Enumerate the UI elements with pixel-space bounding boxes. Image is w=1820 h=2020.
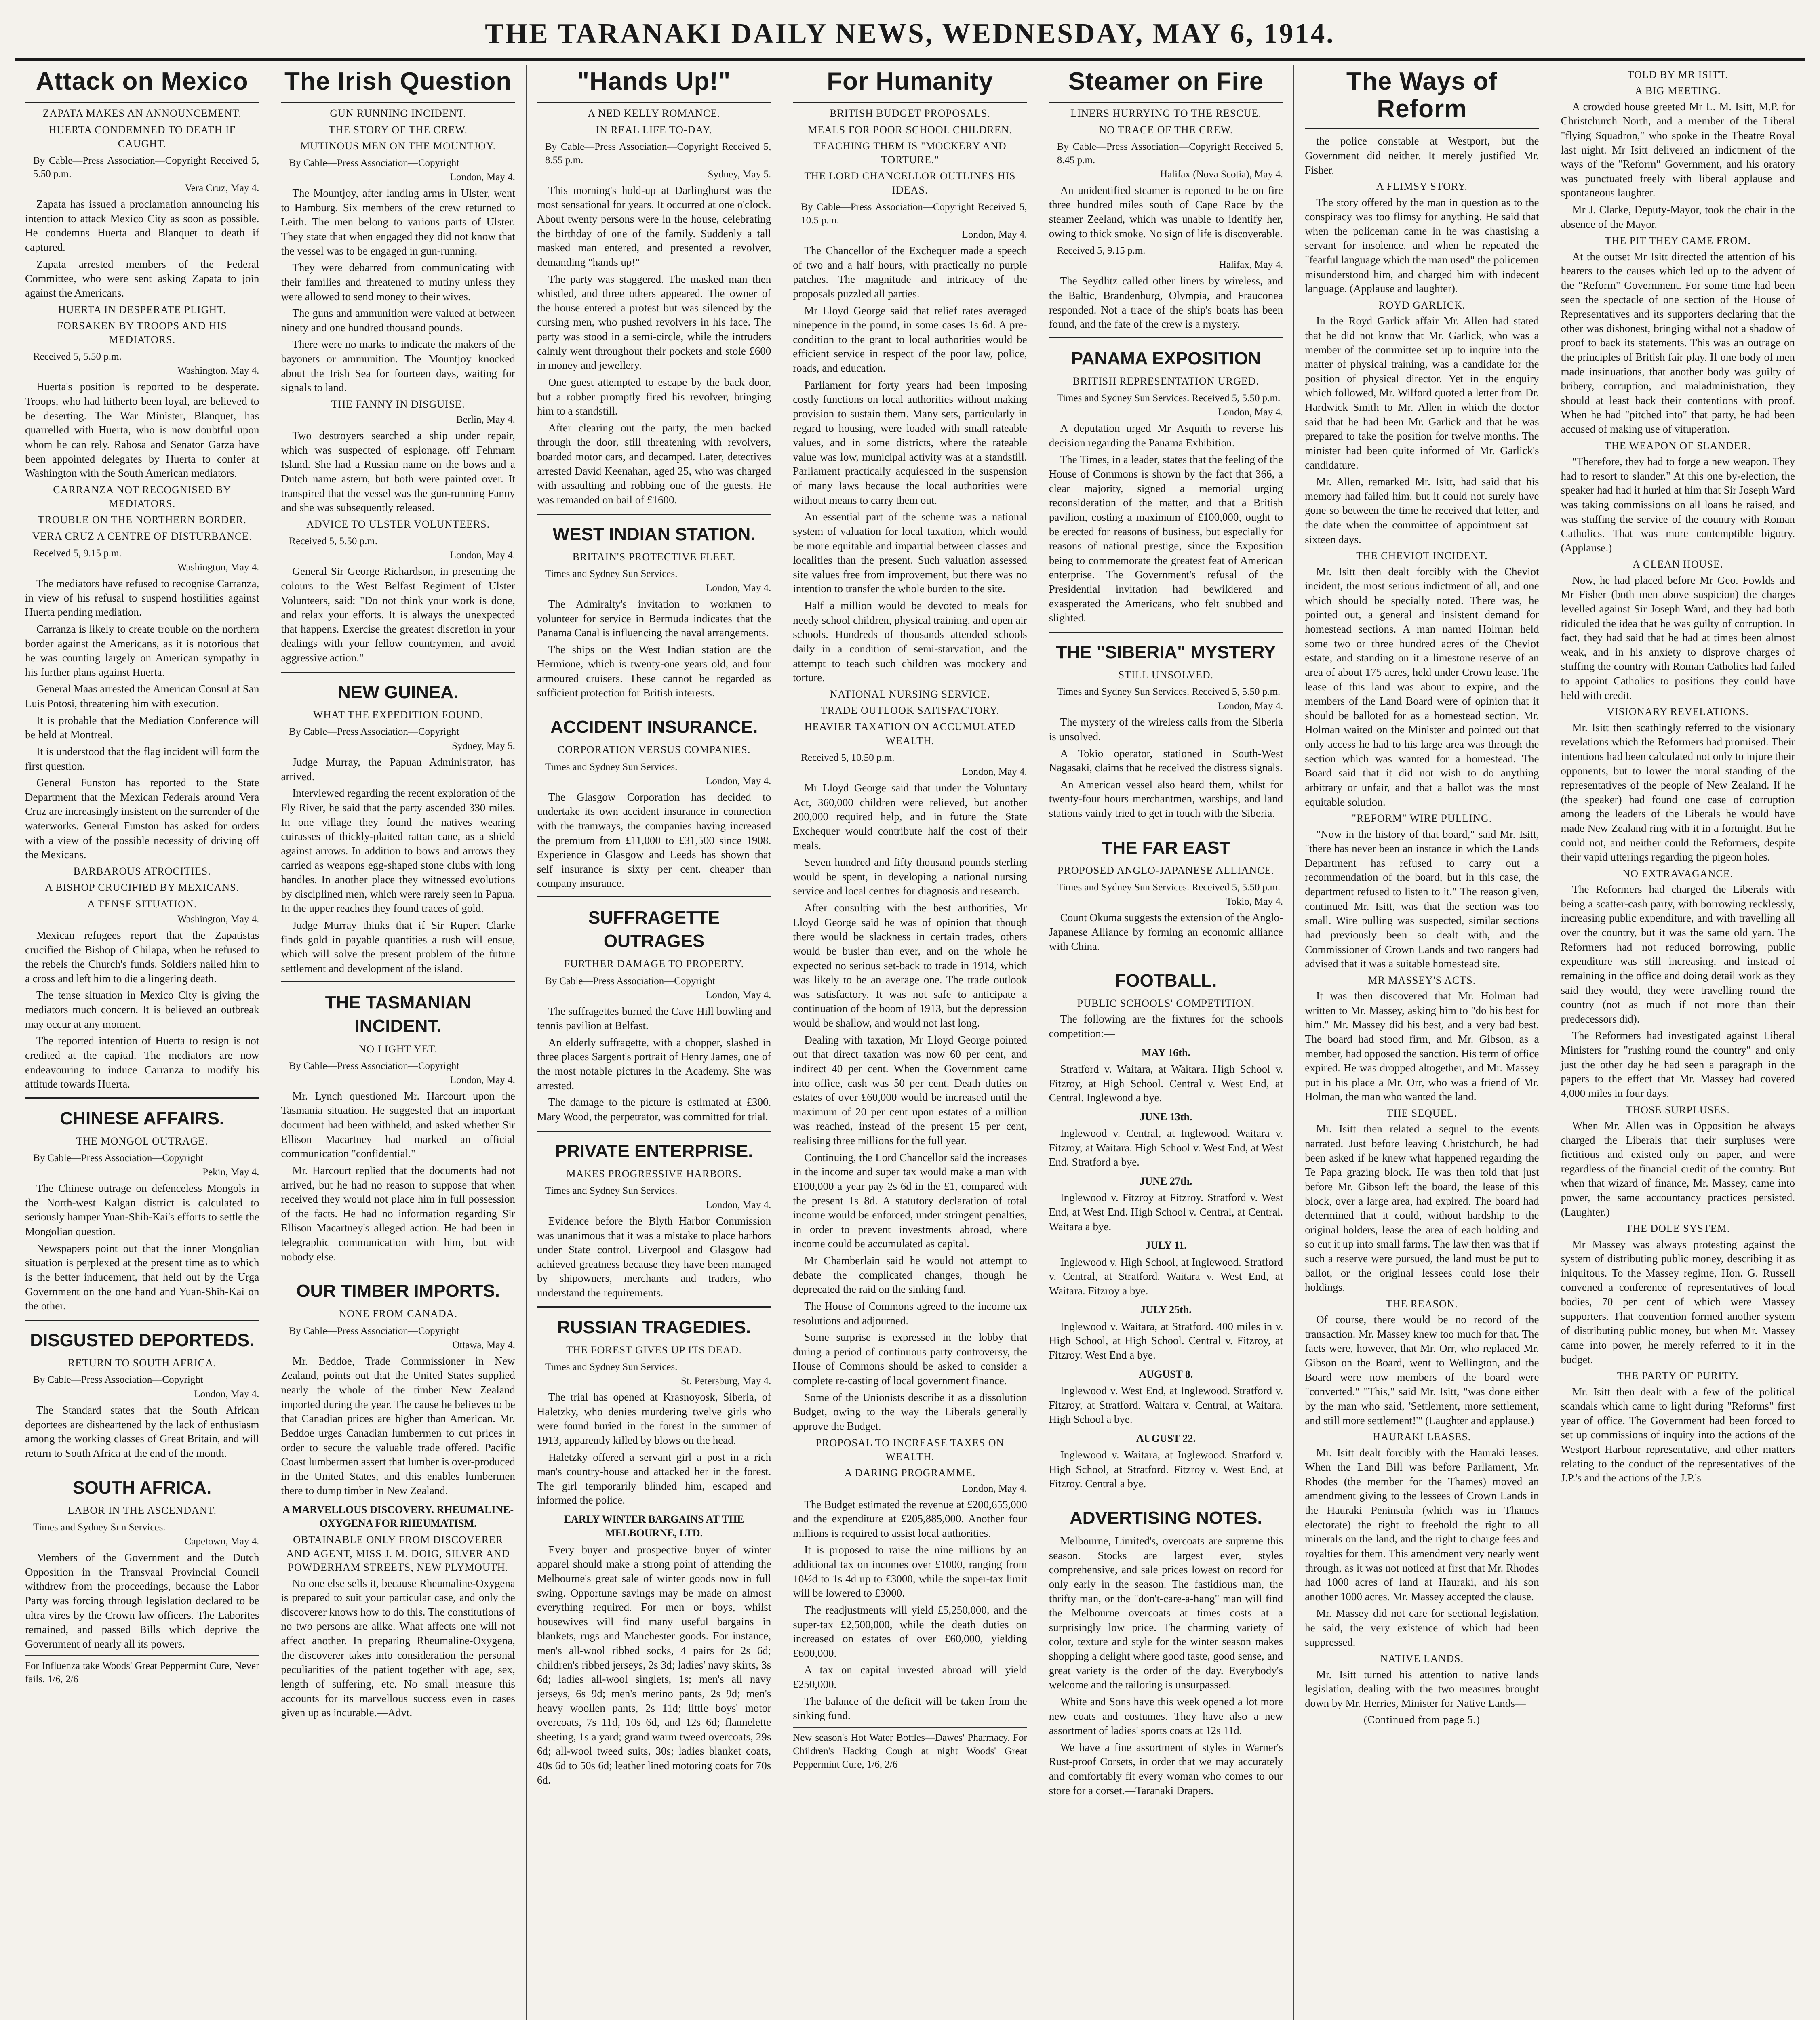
paragraph: The Seydlitz called other liners by wireless, and the Baltic, Brandenburg, Olympia, and Frauconea responded. Not a trace of the ship's boats has been found, and the fate of the crew is a mystery. (1049, 275, 1283, 330)
paragraph: General Maas arrested the American Consul at San Luis Potosi, threatening him with execution. (25, 683, 259, 710)
subheading: MR MASSEY'S ACTS. (1368, 974, 1476, 986)
paragraph: The damage to the picture is estimated at £300. Mary Wood, the perpetrator, was committed for trial. (537, 1096, 771, 1123)
subheading: AUGUST 22. (1136, 1432, 1196, 1444)
dateline: London, May 4. (194, 1389, 259, 1400)
dateline: Washington, May 4. (177, 913, 259, 925)
paragraph: The tense situation in Mexico City is giving the mediators much concern. It is believed an outbreak may occur at any moment. (25, 989, 259, 1030)
divider (281, 101, 515, 103)
fixture-line: Inglewood v. Central, at Inglewood. Waitara v. Fitzroy, at Waitara. High School v. West End, at West End. Stratford a bye. (1049, 1127, 1283, 1168)
dateline: Sydney, May 5. (708, 168, 771, 180)
subheading: GUN RUNNING INCIDENT. (330, 107, 466, 120)
subheading: PUBLIC SCHOOLS' COMPETITION. (1077, 997, 1255, 1010)
divider (1305, 128, 1539, 130)
cable-credit: Received 5, 9.15 p.m. (33, 548, 122, 559)
dateline: Sydney, May 5. (452, 741, 515, 752)
divider (25, 1467, 259, 1468)
cable-credit: By Cable—Press Association—Copyright (289, 1325, 459, 1336)
cable-credit: By Cable—Press Association—Copyright Received 5, 8.45 p.m. (1057, 141, 1283, 166)
dateline: London, May 4. (706, 989, 771, 1001)
paragraph: Mr. Isitt then dealt with a few of the political scandals which came to light during "Reforms" first year of office. The Government had been forced to set up commissions of inquiry into the actions of the Westport Harbour representative, and other matters relating to the conduct of the representatives of the J.P.'s and the actions of the J.P.'s (1561, 1385, 1795, 1484)
subheading: STILL UNSOLVED. (1118, 669, 1214, 681)
paragraph: Mr Massey was always protesting against the system of distributing public money, describing it as iniquitous. To the Massey regime, Hon. G. Russell convened a conference of representatives of local bodies, 70 per cent of which were Massey supporters. That convention formed another system of distributing public money, but when Mr. Massey came into power, he merely referred to it in the budget. (1561, 1238, 1795, 1366)
dateline: London, May 4. (962, 766, 1027, 778)
subheading: LINERS HURRYING TO THE RESCUE. (1070, 107, 1262, 120)
subheading: LABOR IN THE ASCENDANT. (67, 1504, 217, 1516)
article-headline: WEST INDIAN STATION. (552, 524, 756, 544)
fixture-line: Inglewood v. West End, at Inglewood. Stratford v. Fitzroy, at Stratford. Waitara v. Central, at Waitara. High School a bye. (1049, 1384, 1283, 1426)
paragraph: Newspapers point out that the inner Mongolian situation is perplexed at the present time as to which is the better inducement, that held out by the Urga Government on the one hand and Yuan-Shih-Kai on the other. (25, 1242, 259, 1312)
subheading: A TENSE SITUATION. (87, 898, 197, 910)
paragraph: Two destroyers searched a ship under repair, which was suspected of espionage, off Fehmarn Island. She had a Russian name on the bows and a Dutch name astern, but both were painted over. It transpired that the vessel was the gun-running Fanny and she was subsequently released. (281, 429, 515, 514)
dateline: London, May 4. (450, 1074, 515, 1086)
cable-credit: Received 5, 5.50 p.m. (289, 536, 378, 547)
cable-credit: By Cable—Press Association—Copyright (33, 1153, 203, 1164)
subheading: CARRANZA NOT RECOGNISED BY MEDIATORS. (53, 484, 232, 510)
cable-credit: By Cable—Press Association—Copyright (289, 726, 459, 738)
divider (1049, 631, 1283, 633)
subheading: A MARVELLOUS DISCOVERY. RHEUMALINE-OXYGENA FOR RHEUMATISM. (282, 1504, 514, 1530)
columns (15, 65, 1805, 2020)
subheading: A FLIMSY STORY. (1376, 181, 1468, 193)
divider (281, 981, 515, 983)
subheading: A BISHOP CRUCIFIED BY MEXICANS. (45, 882, 239, 894)
subheading: THOSE SURPLUSES. (1626, 1104, 1730, 1116)
cable-credit: Times and Sydney Sun Services. (545, 1361, 678, 1373)
paragraph: An unidentified steamer is reported to be on fire three hundred miles south of Cape Race by the steamer Zeeland, which was unable to identify her, owing to thick smoke. No sign of life is discoverable. (1049, 184, 1283, 240)
divider (25, 1319, 259, 1321)
paragraph: Mr. Isitt turned his attention to native lands legislation, dealing with the two measures brought down by Mr. Herries, Minister for Native Lands— (1305, 1668, 1539, 1709)
subheading: MUTINOUS MEN ON THE MOUNTJOY. (300, 140, 496, 152)
subheading: HUERTA CONDEMNED TO DEATH IF CAUGHT. (48, 124, 236, 149)
cable-credit: Times and Sydney Sun Services. Received 5, 5.50 p.m. (1057, 882, 1281, 893)
cable-credit: By Cable—Press Association—Copyright (289, 1060, 459, 1071)
paragraph: Every buyer and prospective buyer of winter apparel should make a strong point of attending the Melbourne's great sale of winter goods now in full swing. Opportune savings may be made on almost everything required. For men or boys, whilst housewives will find many useful bargains in blankets, rugs and Manchester goods. For instance, men's all-wool ribbed socks, 4 pairs for 2s 6d; children's ribbed jerseys, 2s 3d; ladies' navy skirts, 3s 6d; ladies all-wool singlets, 1s; men's all navy jerseys, 6s 9d; men's merino pants, 2s 9d; men's heavy woollen pants, 2s 11d; little boys' motor overcoats, 7s 11d, 10s 6d, and 12s 6d; flannelette sheeting, 1s a yard; grand warm tweed overcoats, 29s 6d; all-wool tweed suits, 30s; ladies blanket coats, 40s 6d to 50s 6d; leather lined motoring coats for 70s 6d. (537, 1543, 771, 1786)
article-headline: PANAMA EXPOSITION (1071, 348, 1261, 368)
paragraph: Parliament for forty years had been imposing costly functions on local authorities without making provision to sustain them. Many sets, particularly in regard to housing, were loaded with small rateable values, and in some districts, where the rateable value was low, municipal activity was at a standstill. Parliament practically acquiesced in the suspension of many laws because the local authorities were without means to carry them out. (793, 379, 1027, 506)
fixture-line: Inglewood v. High School, at Inglewood. Stratford v. Central, at Stratford. Waitara v. West End, at Waitara. Fitzroy a bye. (1049, 1256, 1283, 1297)
subheading: A CLEAN HOUSE. (1633, 558, 1723, 570)
subheading: THE MONGOL OUTRAGE. (76, 1135, 208, 1147)
divider (25, 101, 259, 103)
paragraph: The trial has opened at Krasnoyosk, Siberia, of Haletzky, who denies murdering twelve girls who were found buried in the forest in the summer of 1913, apparently killed by blows on the head. (537, 1391, 771, 1446)
paragraph: The reported intention of Huerta to resign is not credited at the capital. The mediators are now endeavouring to induce Carranza to modify his attitude towards Huerta. (25, 1035, 259, 1090)
article-headline: ACCIDENT INSURANCE. (550, 717, 758, 737)
divider (1049, 1497, 1283, 1498)
dateline: London, May 4. (706, 1199, 771, 1210)
paragraph: Haletzky offered a servant girl a post in a rich man's country-house and attacked her in the forest. The girl temporarily blinded him, escaped and informed the police. (537, 1451, 771, 1507)
paragraph: We have a fine assortment of styles in Warner's Rust-proof Corsets, in order that we may accurately and comfortably fit every woman who comes to our store for a corset.—Taranaki Drapers. (1049, 1741, 1283, 1797)
dateline: London, May 4. (450, 550, 515, 561)
paragraph: The suffragettes burned the Cave Hill bowling and tennis pavilion at Belfast. (537, 1005, 771, 1032)
dateline: Ottawa, May 4. (452, 1339, 515, 1351)
cable-credit: By Cable—Press Association—Copyright Received 5, 8.55 p.m. (545, 141, 771, 166)
article-headline: THE FAR EAST (1102, 837, 1230, 858)
paragraph: Half a million would be devoted to meals for needy school children, physical training, and open air schools. Hundreds of thousands attended schools daily in a condition of semi-starvation, and the attempt to teach such children was mockery and torture. (793, 600, 1027, 684)
column-6 (1294, 65, 1550, 2020)
subheading: ADVICE TO ULSTER VOLUNTEERS. (306, 518, 490, 530)
column-2 (270, 65, 526, 2020)
article-headline: THE TASMANIAN INCIDENT. (325, 993, 471, 1036)
subheading: A NED KELLY ROMANCE. (588, 107, 720, 120)
subheading: JULY 25th. (1140, 1304, 1192, 1316)
column-headline: For Humanity (827, 67, 993, 95)
paragraph: The Mountjoy, after landing arms in Ulster, went to Hamburg. Six members of the crew returned to Leith. The men belong to various parts of Ulster. They state that when engaged they did not know that the vessel was to be engaged in gun-running. (281, 187, 515, 257)
article-headline: NEW GUINEA. (338, 682, 459, 702)
cable-credit: By Cable—Press Association—Copyright (289, 158, 459, 169)
paragraph: Mexican refugees report that the Zapatistas crucified the Bishop of Chilapa, when he refused to the rebels the Church's funds. Soldiers nailed him to a cross and left him to die a lingering death. (25, 929, 259, 985)
divider (537, 1306, 771, 1308)
paragraph: Dealing with taxation, Mr Lloyd George pointed out that direct taxation was now 60 per cent, and indirect 40 per cent. When the Government came into office, cash was 50 per cent. Death duties on estates of over £60,000 would be increased until the maximum of 20 per cent upon estates of a million was reached, instead of the present 15 per cent, realising three millions for the full year. (793, 1033, 1027, 1147)
paragraph: The readjustments will yield £5,250,000, and the super-tax £2,500,000, while the death duties on increased on estates of over £60,000, yielding £600,000. (793, 1603, 1027, 1659)
article-headline: FOOTBALL. (1115, 970, 1217, 991)
paragraph: The party was staggered. The masked man then whistled, and three others appeared. The owner of the house entered a protest but was silenced by the cursing men, who pushed revolvers in his face. The party was stood in a semi-circle, while the intruders calmly went throughout their pockets and stole £600 in money and jewellery. (537, 273, 771, 372)
subheading: NO EXTRAVAGANCE. (1622, 867, 1734, 880)
divider (25, 1097, 259, 1099)
article-headline: CHINESE AFFAIRS. (60, 1108, 225, 1128)
cable-credit: Received 5, 9.15 p.m. (1057, 245, 1146, 257)
article-headline: RUSSIAN TRAGEDIES. (557, 1317, 751, 1337)
column-3 (527, 65, 782, 2020)
cable-credit: By Cable—Press Association—Copyright (545, 975, 715, 987)
column-headline: The Ways of Reform (1346, 67, 1498, 123)
subheading: A DARING PROGRAMME. (844, 1467, 976, 1479)
paragraph: The House of Commons agreed to the income tax resolutions and adjourned. (793, 1300, 1027, 1327)
article-headline: OUR TIMBER IMPORTS. (296, 1281, 500, 1301)
paragraph: Of course, there would be no record of the transaction. Mr. Massey knew too much for that. The facts were, however, that Mr. Orr, who replaced Mr. Gibson on the Board, went to Wellington, and the Board were now members of the board were "converted." "This," said Mr. Isitt, "was done either by the man who said, 'Settlement, more settlement, and still more settlement!'" (Laughter and applause.) (1305, 1313, 1539, 1427)
paragraph: Members of the Government and the Dutch Opposition in the Transvaal Provincial Council withdrew from the proceedings, because the Labor Party was forcing through legislation declared to be ultra vires by the Crown law officers. The Laborites remained, and passed Bills which deprive the Government of nearly all its powers. (25, 1551, 259, 1650)
subheading: RETURN TO SOUTH AFRICA. (68, 1357, 217, 1369)
subheading: JUNE 13th. (1140, 1111, 1192, 1123)
divider (281, 671, 515, 673)
cable-credit: Received 5, 10.50 p.m. (801, 752, 895, 764)
paragraph: Mr. Harcourt replied that the documents had not arrived, but he had no reason to suppose that when received they would not place him in full possession of the facts. He had no information regarding Sir Ellison Macartney's alleged action. He had been in telegraphic communication with him, but with nobody else. (281, 1164, 515, 1263)
subheading: HEAVIER TAXATION ON ACCUMULATED WEALTH. (804, 721, 1016, 747)
divider (281, 1270, 515, 1271)
article-headline: SUFFRAGETTE OUTRAGES (588, 908, 720, 951)
paragraph: No one else sells it, because Rheumaline-Oxygena is prepared to suit your particular case, and only the discoverer knows how to do this. The constitutions of no two persons are alike. What affects one will not affect another. In preparing Rheumaline-Oxygena, the discoverer takes into consideration the personal peculiarities of the patient together with age, sex, length of suffering, etc. No small measure this accounts for its marvellous success even in cases given up as incurable.—Advt. (281, 1577, 515, 1719)
cable-credit: By Cable—Press Association—Copyright Received 5, 5.50 p.m. (33, 155, 259, 180)
paragraph: Interviewed regarding the recent exploration of the Fly River, he said that the party ascended 330 miles. In one village they found the natives wearing cuirasses of thickly-plaited rattan cane, as a shield against arrows. In addition to bows and arrows they carried as weapons egg-shaped stone clubs with long handles. In another place they witnessed evolutions by disciplined men, which were rarely seen in Papua. In the upper reaches they found traces of gold. (281, 787, 515, 915)
paragraph: Judge Murray, the Papuan Administrator, has arrived. (281, 756, 515, 783)
subheading: TRADE OUTLOOK SATISFACTORY. (820, 705, 1000, 717)
dateline: Vera Cruz, May 4. (185, 183, 259, 194)
column-4 (782, 65, 1038, 2020)
subheading: NATIONAL NURSING SERVICE. (830, 688, 990, 700)
fixture-line: Inglewood v. Waitara, at Inglewood. Stratford v. High School, at Stratford. Fitzroy v. West End, at Fitzroy. Central a bye. (1049, 1449, 1283, 1490)
dateline: Berlin, May 4. (456, 414, 515, 425)
cable-credit: Received 5, 5.50 p.m. (33, 351, 122, 362)
paragraph: Zapata has issued a proclamation announcing his intention to attack Mexico City as soon as possible. He condemns Huerta and Blanquet to death if captured. (25, 198, 259, 253)
paragraph: Now, he had placed before Mr Geo. Fowlds and Mr Fisher (both men above suspicion) the charges levelled against Sir Joseph Ward, and they had both ridiculed the idea that he was guilty of corruption. In fact, they had said that he had at times been almost weak, and in his anxiety to disprove charges of stuffing the country with Roman Catholics had failed to appoint Catholics to positions they could have held with credit. (1561, 574, 1795, 701)
divider (1049, 960, 1283, 961)
paragraph: They were debarred from communicating with their families and threatened to mutiny unless they were allowed to send money to their wives. (281, 261, 515, 303)
cable-credit: Times and Sydney Sun Services. Received 5, 5.50 p.m. (1057, 393, 1281, 404)
paragraph: A Tokio operator, stationed in South-West Nagasaki, claims that he received the distress signals. (1049, 747, 1283, 774)
column-headline: "Hands Up!" (577, 67, 731, 95)
paragraph: The Chancellor of the Exchequer made a speech of two and a half hours, with practically no purple patches. The magnitude and intricacy of the proposals puzzled all parties. (793, 244, 1027, 300)
subheading: VISIONARY REVELATIONS. (1607, 706, 1749, 718)
paragraph: Carranza is likely to create trouble on the northern border against the Americans, as it is notorious that he was counting largely on American sympathy in his further plans against Huerta. (25, 623, 259, 678)
paragraph: The Glasgow Corporation has decided to undertake its own accident insurance in connection with the tramways, the companies having increased the premium from £11,000 to £31,500 since 1908. Experience in Glasgow and Leeds has shown that self insurance is sixty per cent. cheaper than company insurance. (537, 791, 771, 890)
dateline: Halifax (Nova Scotia), May 4. (1160, 168, 1283, 180)
paragraph: Huerta's position is reported to be desperate. Troops, who had hitherto been loyal, are believed to be deserting. The War Minister, Blanquet, has quarrelled with Huerta, who is now doubtful upon whom he can rely. Rabosa and Senator Garza have been appointed delegates by Huerta to confer at Washington with the South American mediators. (25, 381, 259, 480)
paragraph: Mr Chamberlain said he would not attempt to debate the complicated changes, though he deprecated the raid on the sinking fund. (793, 1254, 1027, 1296)
paragraph: Seven hundred and fifty thousand pounds sterling would be spent, in developing a national nursing service and local centres for diagnosis and research. (793, 856, 1027, 897)
paragraph: When Mr. Allen was in Opposition he always charged the Liberals that their surpluses were fictitious and existed only on paper, and were regardless of the financial credit of the country. But when that wizard of finance, Mr. Massey, came into power, the same accountancy practices persisted. (Laughter.) (1561, 1119, 1795, 1218)
paragraph: Mr J. Clarke, Deputy-Mayor, took the chair in the absence of the Mayor. (1561, 204, 1795, 230)
subheading: CORPORATION VERSUS COMPANIES. (557, 744, 751, 756)
subheading: JULY 11. (1145, 1239, 1187, 1252)
paragraph: Judge Murray thinks that if Sir Rupert Clarke finds gold in payable quantities a rush will ensue, which will solve the present problem of the future settlement and development of the island. (281, 919, 515, 974)
dateline: London, May 4. (706, 582, 771, 593)
advertisement: For Influenza take Woods' Great Peppermint Cure, Never fails. 1/6, 2/6 (25, 1655, 259, 1686)
paragraph: It is understood that the flag incident will form the first question. (25, 745, 259, 772)
paragraph: Count Okuma suggests the extension of the Anglo-Japanese Alliance by forming an economic alliance with China. (1049, 911, 1283, 953)
paragraph: It is proposed to raise the nine millions by an additional tax on incomes over £1000, ranging from 10½d to 1s 4d up to £3000, while the super-tax limit will be lowered to £3000. (793, 1544, 1027, 1599)
article-headline: THE "SIBERIA" MYSTERY (1056, 642, 1276, 662)
fixture-line: Stratford v. Waitara, at Waitara. High School v. Fitzroy, at High School. Central v. West End, at Central. Inglewood a bye. (1049, 1063, 1283, 1104)
dateline: Washington, May 4. (177, 562, 259, 573)
dateline: London, May 4. (1218, 407, 1283, 418)
divider (537, 513, 771, 515)
divider (1049, 827, 1283, 828)
subheading: IN REAL LIFE TO-DAY. (596, 124, 712, 136)
cable-credit: By Cable—Press Association—Copyright Received 5, 10.5 p.m. (801, 202, 1027, 226)
subheading: OBTAINABLE ONLY FROM DISCOVERER AND AGENT, MISS J. M. DOIG, SILVER AND POWDERHAM STREETS, NEW PLYMOUTH. (286, 1534, 510, 1574)
cable-credit: Times and Sydney Sun Services. Received 5, 5.50 p.m. (1057, 686, 1281, 698)
subheading: THE WEAPON OF SLANDER. (1605, 440, 1751, 452)
paragraph: After consulting with the best authorities, Mr Lloyd George said he was of opinion that though there would be slackness in certain trades, others would be busier than ever, and on the whole he expected no serious set-back to trade in 1914, which was likely to be an average one. The trade outlook was satisfactory. It was not safe to anticipate a continuation of the boom of 1913, but the depression would be shallow, and would not last long. (793, 902, 1027, 1029)
column-headline: Attack on Mexico (36, 67, 249, 95)
divider (1049, 101, 1283, 103)
fixture-line: Inglewood v. Fitzroy at Fitzroy. Stratford v. West End, at West End. High School v. Central, at Central. Waitara a bye. (1049, 1191, 1283, 1233)
paragraph: An essential part of the scheme was a national system of valuation for local taxation, which would be more equitable and impartial between classes and localities than the present. Such valuation assessed site values free from improvement, but there was no intention to transfer the whole burden to the site. (793, 511, 1027, 595)
paragraph: Mr Lloyd George said that relief rates averaged ninepence in the pound, in some cases 1s 6d. A pre-condition to the grant to local authorities would be efficient service in respect of the poor law, police, roads, and education. (793, 304, 1027, 375)
paragraph: A deputation urged Mr Asquith to reverse his decision regarding the Panama Exhibition. (1049, 422, 1283, 449)
paragraph: Mr. Isitt then related a sequel to the events narrated. Just before leaving Christchurch, he had been asked if he knew what happened regarding the Te Papa grazing block. He was then told that just before Mr. Gibson left the board, the lease of this block, over a large area, had expired. The board had determined that it could, without hardship to the original holders, lease the area of each holding and so cut it up into small farms. The law then was that if such a reserve were pursued, the land must be put to ballot, or the original lessees could lose their holdings. (1305, 1123, 1539, 1294)
column-headline: The Irish Question (284, 67, 512, 95)
cable-credit: Times and Sydney Sun Services. (545, 1185, 678, 1196)
paragraph: "Therefore, they had to forge a new weapon. They had to resort to slander." At this one by-election, the speaker had had it hurled at him that Sir Joseph Ward was taking commissions on all loans he raised, and was stuffing the service of the country with Roman Catholics. That was more contemptible bigotry. (Applause.) (1561, 455, 1795, 554)
paragraph: It was then discovered that Mr. Holman had written to Mr. Massey, asking him to "do his best for him." Mr. Massey did his best, and a very bad best. The board had stood firm, and Mr. Gibson, as a member, had opposed the sanction. His term of office expired. He was dropped altogether, and Mr. Massey put in his place a Mr. Orr, who was a friend of Mr. Holman, the man who wanted the land. (1305, 990, 1539, 1103)
paragraph: The following are the fixtures for the schools competition:— (1049, 1013, 1283, 1039)
column-7 (1550, 65, 1805, 2020)
paragraph: The Reformers had investigated against Liberal Ministers for "rushing round the country" and only just the other day he had seen a paragraph in the papers to the effect that Mr. Massey had covered 4,000 miles in four days. (1561, 1029, 1795, 1099)
paragraph: The ships on the West Indian station are the Hermione, which is twenty-one years old, and four armoured cruisers. These cannot be regarded as sufficient protection for British interests. (537, 643, 771, 699)
paragraph: An elderly suffragette, with a chopper, slashed in three places Sargent's portrait of Henry James, one of the most notable pictures in the Academy. She was arrested. (537, 1036, 771, 1092)
paragraph: Melbourne, Limited's, overcoats are supreme this season. Stocks are largest ever, styles comprehensive, and sale prices lowest on record for only early in the season. The fastidious man, the thrifty man, or the "don't-care-a-hang" man will find the Melbourne overcoats at times costs at a surprisingly low price. The charming variety of color, texture and style for the winter season makes shopping a delight where good taste, good sense, and great variety is the order of the day. Everybody's welcome and the tailoring is unsurpassed. (1049, 1535, 1283, 1691)
subheading: FURTHER DAMAGE TO PROPERTY. (564, 958, 744, 970)
divider (1049, 337, 1283, 339)
subheading: THE PARTY OF PURITY. (1617, 1370, 1739, 1382)
paragraph: The guns and ammunition were valued at between ninety and one hundred thousand pounds. (281, 307, 515, 334)
paragraph: The Standard states that the South African deportees are disheartened by the lack of enthusiasm among the working classes of Great Britain, and will return to South Africa at the end of the month. (25, 1404, 259, 1460)
subheading: WHAT THE EXPEDITION FOUND. (313, 709, 483, 721)
dateline: London, May 4. (962, 229, 1027, 240)
paragraph: The Admiralty's invitation to workmen to volunteer for service in Bermuda indicates that the Panama Canal is influencing the naval arrangements. (537, 598, 771, 639)
paragraph: One guest attempted to escape by the back door, but a robber promptly fired his revolver, bringing him to a standstill. (537, 376, 771, 417)
paragraph: Mr. Massey did not care for sectional legislation, he said, the very existence of which had been suppressed. (1305, 1607, 1539, 1648)
advertisement: New season's Hot Water Bottles—Dawes' Pharmacy. For Children's Hacking Cough at night Woods' Great Peppermint Cure, 1/6, 2/6 (793, 1727, 1027, 1771)
subheading: JUNE 27th. (1140, 1175, 1192, 1187)
paragraph: White and Sons have this week opened a lot more new coats and costumes. They have also a new assortment of ladies' sports coats at 12s 11d. (1049, 1695, 1283, 1737)
paragraph: In the Royd Garlick affair Mr. Allen had stated that he did not know that Mr. Garlick, who was a member of the committee set up to inquire into the matter of physical training, was a candidate for the position of physical director. Yet in the enquiry which followed, Mr. Wilford quoted a letter from Dr. Hardwick Smith to Mr. Allen in which the doctor said that he had been Mr. Garlick and that he was prepared to take the position for twelve months. The minister had been quite informed of Mr. Garlick's candidature. (1305, 315, 1539, 471)
paragraph: An American vessel also heard them, whilst for twenty-four hours merchantmen, warships, and land stations vainly tried to get in touch with the Siberia. (1049, 778, 1283, 820)
paragraph: Mr. Beddoe, Trade Commissioner in New Zealand, points out that the United States supplied nearly the whole of the timber New Zealand imported during the year. The cause he believes to be that Canadian prices are higher than American. Mr. Beddoe urges Canadian lumbermen to cut prices in order to secure the valuable trade offered. Pacific Coast lumbermen assert that lumber is over-produced in the United States, and this enables lumbermen there to dump timber in New Zealand. (281, 1355, 515, 1497)
subheading: EARLY WINTER BARGAINS AT THE MELBOURNE, LTD. (564, 1513, 744, 1539)
cable-credit: By Cable—Press Association—Copyright (33, 1374, 203, 1386)
paragraph: General Sir George Richardson, in presenting the colours to the West Belfast Regiment of Ulster Volunteers, said: "Do not think your work is done, and relax your efforts. It is always the unexpected that happens. Exercise the greatest discretion in your dealings with your fellow countrymen, and avoid aggressive action." (281, 565, 515, 664)
subheading: THE LORD CHANCELLOR OUTLINES HIS IDEAS. (804, 170, 1016, 196)
paragraph: Mr. Isitt dealt forcibly with the Hauraki leases. When the Land Bill was before Parliament, Mr. Rhodes (the member for the Thames) moved an amendment giving to the lessees of Crown Lands in the Hauraki Peninsula (which was in Thames electorate) the right to freehold the right to all minerals on the land, and the right to charge fees and royalties for them. This amendment very nearly went through, as it was not noticed at first that Mr. Rhodes had 1000 acres of land at Hauraki, and his son another 1000 acres. Mr. Massey accepted the clause. (1305, 1446, 1539, 1603)
article-headline: DISGUSTED DEPORTEDS. (30, 1330, 255, 1350)
divider (793, 101, 1027, 103)
paragraph: Some of the Unionists describe it as a dissolution Budget, owing to the way the Liberals generally approve the Budget. (793, 1391, 1027, 1432)
column-5 (1038, 65, 1294, 2020)
paragraph: Mr. Lynch questioned Mr. Harcourt upon the Tasmania situation. He suggested that an important document had been withheld, and asked whether Sir Ellison Macartney had marked an official communication "confidential." (281, 1090, 515, 1160)
divider (537, 101, 771, 103)
subheading: THE FOREST GIVES UP ITS DEAD. (566, 1344, 742, 1356)
dateline: London, May 4. (706, 775, 771, 787)
paragraph: There were no marks to indicate the makers of the bayonets or ammunition. The Mountjoy knocked about the Irish Sea for fourteen days, waiting for signals to land. (281, 338, 515, 394)
dateline: London, May 4. (450, 172, 515, 183)
subheading: BRITAIN'S PROTECTIVE FLEET. (572, 551, 736, 563)
subheading: TOLD BY MR ISITT. (1627, 69, 1728, 80)
subheading: THE REASON. (1386, 1298, 1458, 1310)
subheading: THE FANNY IN DISGUISE. (331, 398, 465, 410)
subheading: HAURAKI LEASES. (1373, 1431, 1471, 1443)
dateline: London, May 4. (962, 1483, 1027, 1494)
subheading: THE STORY OF THE CREW. (329, 124, 468, 136)
paragraph: Mr. Isitt then dealt forcibly with the Cheviot incident, the most serious indictment of all, and one which should be specially noted. There was, he pointed out, a general and insistent demand for homestead sections. A man named Holman held some two or three hundred acres of the Cheviot estate, and standing on it a limestone reserve of an area of about 175 acres, held under Crown lease. The lease of this land was about to expire, and the members of the Land Board were of opinion that it should be balloted for as a homestead section. Mr. Holman waited on the Minister and pointed out that only access he had to his large area was through the section which was wanted for a homestead. The Board said that it did not wish to do anything arbitrary or unfair, and that a ballot was the most equitable solution. (1305, 565, 1539, 808)
subheading: THE CHEVIOT INCIDENT. (1356, 550, 1488, 562)
divider (537, 896, 771, 898)
paragraph: The story offered by the man in question as to the conspiracy was too flimsy for anything. He said that when the policeman came in he was chastising a servant for insolence, and when he repeated the "fearful language which the man used" the policemen misunderstood him, and charged him with indecent language. (Applause and laughter). (1305, 196, 1539, 295)
subheading: MAKES PROGRESSIVE HARBORS. (566, 1168, 742, 1180)
subheading: AUGUST 8. (1139, 1368, 1193, 1380)
paragraph: Zapata arrested members of the Federal Committee, who were sent asking Zapata to join against the Americans. (25, 258, 259, 299)
paragraph: Mr. Isitt then scathingly referred to the visionary revelations which the Reformers had promised. Their intentions had been calculated not only to injure their opponents, but to lower the moral standing of the representatives of the people of New Zealand. If he (the speaker) had found one case of corruption among the leaders of the Liberals he would have made New Zealand ring with it in a fortnight. But he could not, and neither could the Reformers, despite their vapid utterings regarding the pigeon holes. (1561, 721, 1795, 863)
subheading: NO LIGHT YET. (358, 1043, 438, 1055)
paragraph: Mr. Allen, remarked Mr. Isitt, had said that his memory had failed him, but it could not surely have gone so between the time he received that letter, and the date when the committee of appointment sat—sixteen days. (1305, 476, 1539, 545)
cable-credit: Times and Sydney Sun Services. (545, 568, 678, 579)
subheading: NONE FROM CANADA. (339, 1308, 457, 1320)
divider (537, 1130, 771, 1132)
subheading: TEACHING THEM IS "MOCKERY AND TORTURE." (813, 140, 1007, 166)
divider (537, 706, 771, 707)
paragraph: The Times, in a leader, states that the feeling of the House of Commons is shown by the fact that 366, a clear majority, signed a memorial urging reconsideration of the matter, and that a British pavilion, costing a maximum of £100,000, ought to be erected for reasons of business, but especially for reasons of national prestige, since the Exposition being to commemorate the greatest feat of American enterprise. The Government's refusal of the Presidential invitation had bewildered and exasperated the Americans, who felt snubbed and slighted. (1049, 453, 1283, 624)
paragraph: A crowded house greeted Mr L. M. Isitt, M.P. for Christchurch North, and a member of the Liberal "flying Squadron," who spoke in the Theatre Royal last night. Mr Isitt delivered an indictment of the ways of the "Reform" Government, and his oratory was punctuated freely with liberal applause and spontaneous laughter. (1561, 100, 1795, 199)
paragraph: Continuing, the Lord Chancellor said the increases in the income and super tax would make a man with £100,000 a year pay 2s 6d in the £1, compared with the present 1s 8d. A statutory declaration of total income would be enforced, under stringent penalties, in order to prevent investments abroad, where income could be accumulated as capital. (793, 1151, 1027, 1250)
cable-credit: Times and Sydney Sun Services. (545, 761, 678, 772)
paragraph: Evidence before the Blyth Harbor Commission was unanimous that it was a mistake to place harbors under State control. Liverpool and Glasgow had achieved greatness because they have been managed by shipowners, merchants and traders, who understand the requirements. (537, 1214, 771, 1299)
paragraph: The balance of the deficit will be taken from the sinking fund. (793, 1695, 1027, 1722)
subheading: (Continued from page 5.) (1363, 1714, 1480, 1726)
paragraph: The Reformers had charged the Liberals with being a scatter-cash party, with borrowing recklessly, increasing public expenditure, and with travelling all over the country, but it was the same old yarn. The Reformers had not reduced borrowing, public expenditure was still increasing, and instead of remaining in the office and doing detail work as they said they would, they were travelling round the country (not as much if not more than their predecessors did). (1561, 883, 1795, 1025)
subheading: TROUBLE ON THE NORTHERN BORDER. (38, 514, 246, 526)
paragraph: The mediators have refused to recognise Carranza, in view of his refusal to suspend hostilities against Huerta pending mediation. (25, 577, 259, 619)
paragraph: At the outset Mr Isitt directed the attention of his hearers to the causes which led up to the advent of the "Reform" Government. For some time had been seen the spectacle of one section of the House of Representatives and its supporters declaring that the other was dishonest, bringing withal not a shadow of proof to back its statements. This was an outrage on the principles of British fair play. If one body of men made insinuations, that another body was guilty of bribery, corruption, and maladministration, they should at least back their contentions with proof. When he had "pitched into" that party, he had been accused of making use of vituperation. (1561, 250, 1795, 436)
dateline: Washington, May 4. (177, 365, 259, 377)
dateline: Capetown, May 4. (184, 1536, 259, 1547)
column-headline: Steamer on Fire (1068, 67, 1264, 95)
paragraph: The Budget estimated the revenue at £200,655,000 and the expenditure at £205,885,000. Another four millions is required to assist local authorities. (793, 1498, 1027, 1539)
cable-credit: Times and Sydney Sun Services. (33, 1522, 166, 1533)
paragraph: Some surprise is expressed in the lobby that during a period of continuous party controversy, the House of Commons should be asked to consider a complete re-casting of local government finance. (793, 1331, 1027, 1387)
article-headline: SOUTH AFRICA. (73, 1477, 212, 1498)
paragraph: After clearing out the party, the men backed through the door, still threatening with revolvers, boarded motor cars, and decamped. Later, detectives arrested David Keenahan, aged 25, who was charged with assaulting and robbing one of the guests. He was remanded on bail of £1600. (537, 421, 771, 506)
subheading: PROPOSAL TO INCREASE TAXES ON WEALTH. (815, 1437, 1005, 1462)
subheading: THE DOLE SYSTEM. (1626, 1223, 1730, 1235)
subheading: A BIG MEETING. (1635, 85, 1721, 97)
subheading: THE PIT THEY CAME FROM. (1605, 235, 1751, 247)
dateline: Halifax, May 4. (1219, 259, 1283, 271)
paragraph: The Chinese outrage on defenceless Mongols in the North-west Kalgan district is calculated to seriously hamper Yuan-Shih-Kai's efforts to settle the Mongolian question. (25, 1182, 259, 1238)
article-headline: ADVERTISING NOTES. (1070, 1508, 1262, 1528)
subheading: BARBAROUS ATROCITIES. (73, 865, 211, 877)
subheading: ZAPATA MAKES AN ANNOUNCEMENT. (42, 107, 242, 120)
paragraph: General Funston has reported to the State Department that the Mexican Federals around Vera Cruz are increasingly insistent on the surrender of the waterworks. General Funston has asked for orders with a view of the possible necessity of driving off the Mexicans. (25, 776, 259, 861)
dateline: London, May 4. (1218, 701, 1283, 712)
subheading: VERA CRUZ A CENTRE OF DISTURBANCE. (32, 530, 252, 542)
subheading: BRITISH REPRESENTATION URGED. (1072, 375, 1259, 387)
subheading: MEALS FOR POOR SCHOOL CHILDREN. (807, 124, 1012, 136)
article-headline: PRIVATE ENTERPRISE. (555, 1141, 753, 1161)
paragraph: A tax on capital invested abroad will yield £250,000. (793, 1664, 1027, 1690)
subheading: THE SEQUEL. (1386, 1107, 1457, 1119)
subheading: NATIVE LANDS. (1380, 1653, 1464, 1665)
subheading: ROYD GARLICK. (1378, 299, 1466, 311)
paragraph: Mr Lloyd George said that under the Voluntary Act, 360,000 children were relieved, but another 200,000 required help, and in future the State Exchequer would contribute half the cost of their meals. (793, 782, 1027, 852)
fixture-line: Inglewood v. Waitara, at Stratford. 400 miles in v. High School, at High School. Central v. Fitzroy, at Fitzroy. West End a bye. (1049, 1320, 1283, 1361)
paragraph: the police constable at Westport, but the Government did neither. It merely justified Mr. Fisher. (1305, 135, 1539, 176)
column-1 (15, 65, 270, 2020)
subheading: BRITISH BUDGET PROPOSALS. (829, 107, 990, 120)
paragraph: The mystery of the wireless calls from the Siberia is unsolved. (1049, 716, 1283, 743)
paragraph: "Now in the history of that board," said Mr. Isitt, "there has never been an instance in which the Lands Department has refused to carry out a recommendation of the board, but in this case, the department refused to listen to it." The reason given, continued Mr. Isitt, was that the section was too small. Wire pulling was suspected, similar sections had previously been so dealt with, and the Commissioner of Crown Lands and two rangers had advised that it was a suitable homestead site. (1305, 828, 1539, 970)
paragraph: It is probable that the Mediation Conference will be held at Montreal. (25, 714, 259, 741)
paragraph: This morning's hold-up at Darlinghurst was the most sensational for years. It occurred at one o'clock. About twenty persons were in the house, celebrating the birthday of one of the family. Suddenly a tall masked man entered, and presented a revolver, demanding "hands up!" (537, 184, 771, 268)
dateline: Pekin, May 4. (202, 1167, 259, 1178)
subheading: FORSAKEN BY TROOPS AND HIS MEDIATORS. (57, 320, 227, 346)
dateline: Tokio, May 4. (1226, 896, 1283, 907)
subheading: MAY 16th. (1141, 1046, 1190, 1058)
masthead: THE TARANAKI DAILY NEWS, WEDNESDAY, MAY 6, 1914. (15, 10, 1805, 61)
subheading: HUERTA IN DESPERATE PLIGHT. (58, 303, 226, 316)
subheading: PROPOSED ANGLO-JAPANESE ALLIANCE. (1057, 864, 1274, 876)
subheading: NO TRACE OF THE CREW. (1099, 124, 1233, 136)
dateline: St. Petersburg, May 4. (681, 1376, 771, 1387)
subheading: "REFORM" WIRE PULLING. (1352, 812, 1492, 825)
